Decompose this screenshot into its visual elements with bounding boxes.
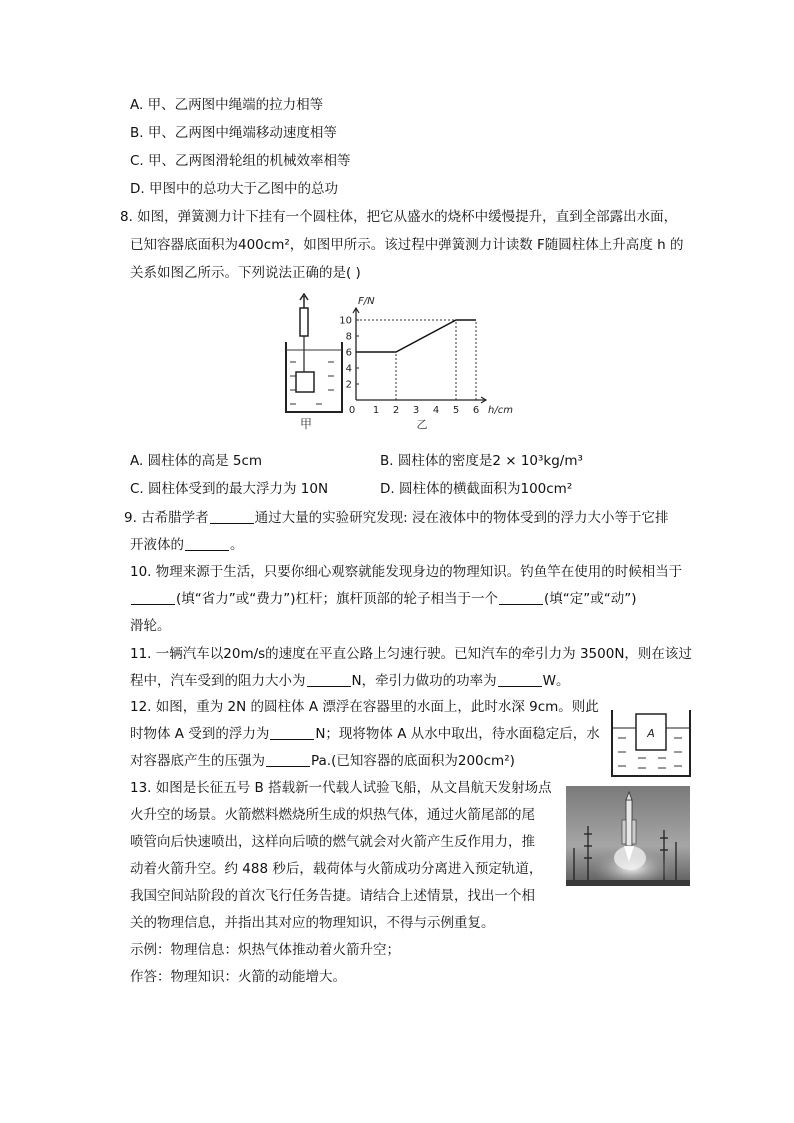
q7-option-d: D. 甲图中的总功大于乙图中的总功 — [130, 181, 338, 197]
q12-line-3: 对容器底产生的压强为 Pa.(已知容器的底面积为200cm²) — [130, 753, 515, 769]
q10-blank-2[interactable] — [499, 590, 543, 605]
q9-blank-2[interactable] — [185, 536, 229, 551]
q10-blank-1[interactable] — [131, 590, 175, 605]
q11-line-2: 程中，汽车受到的阻力大小为 N，牵引力做功的功率为 W。 — [130, 673, 570, 689]
figure-yi-label: 乙 — [416, 418, 428, 430]
q7-option-c: C. 甲、乙两图滑轮组的机械效率相等 — [130, 153, 351, 169]
q13-line-1: 13. 如图是长征五号 B 搭载新一代载人试验飞船，从文昌航天发射场点 — [130, 780, 552, 796]
q8-option-d: D. 圆柱体的横截面积为100cm² — [380, 481, 573, 497]
q13-line-4: 动着火箭升空。约 488 秒后，载荷体与火箭成功分离进入预定轨道， — [130, 861, 543, 877]
q11-line-1: 11. 一辆汽车以20m/s的速度在平直公路上匀速行驶。已知汽车的牵引力为 3500N，则在该过 — [130, 646, 692, 662]
q13-example-answer: 作答：物理知识：火箭的动能增大。 — [130, 969, 346, 985]
x-axis-label: h/cm — [488, 405, 513, 416]
figure-jia-label: 甲 — [299, 417, 313, 430]
q13-example-info: 示例：物理信息：炽热气体推动着火箭升空； — [130, 942, 400, 958]
q12-line-1: 12. 如图，重为 2N 的圆柱体 A 漂浮在容器里的水面上，此时水深 9cm。则此 — [130, 699, 599, 715]
q9-line-1: 9. 古希腊学者 通过大量的实验研究发现: 浸在液体中的物体受到的浮力大小等于它排 — [124, 510, 669, 526]
q11-blank-1[interactable] — [307, 672, 351, 687]
x-tick-label: 3 — [412, 405, 420, 416]
q9-blank-1[interactable] — [210, 509, 254, 524]
y-tick-label: 6 — [345, 347, 352, 359]
q10-line-3: 滑轮。 — [130, 618, 171, 634]
x-tick-label: 0 — [348, 405, 356, 416]
y-tick-label: 10 — [339, 315, 352, 327]
y-axis-label: F/N — [358, 296, 375, 307]
q8-line-1: 8. 如图，弹簧测力计下挂有一个圆柱体，把它从盛水的烧杯中缓慢提升，直到全部露出水面， — [120, 209, 678, 225]
q12-line-2: 时物体 A 受到的浮力为 N；现将物体 A 从水中取出，待水面稳定后，水 — [130, 726, 600, 742]
q13-line-6: 关的物理信息，并指出其对应的物理知识，不得与示例重复。 — [130, 915, 495, 931]
q9-line-2: 开液体的 。 — [130, 537, 244, 553]
q8-line-3: 关系如图乙所示。下列说法正确的是( ) — [130, 265, 361, 281]
q13-line-3: 喷管向后快速喷出，这样向后喷的燃气就会对火箭产生反作用力，推 — [130, 834, 535, 850]
x-tick-label: 4 — [432, 405, 440, 416]
q8-option-b: B. 圆柱体的密度是2 × 10³kg/m³ — [380, 453, 583, 469]
q12-figure — [608, 706, 694, 780]
q7-option-b: B. 甲、乙两图中绳端移动速度相等 — [130, 125, 337, 141]
q12-blank-1[interactable] — [270, 725, 314, 740]
series-line — [356, 320, 476, 352]
x-tick-label: 2 — [392, 405, 400, 416]
x-tick-label: 1 — [372, 405, 380, 416]
x-tick-label: 6 — [472, 405, 480, 416]
q10-line-1: 10. 物理来源于生活，只要你细心观察就能发现身边的物理知识。钓鱼竿在使用的时候相当于 — [130, 564, 683, 580]
q13-line-5: 我国空间站阶段的首次飞行任务告捷。请结合上述情景，找出一个相 — [130, 888, 535, 904]
q12-blank-2[interactable] — [266, 752, 310, 767]
q8-option-a: A. 圆柱体的高是 5cm — [130, 453, 263, 469]
x-tick-label: 5 — [452, 405, 460, 416]
y-tick-label: 2 — [345, 379, 352, 391]
y-tick-label: 4 — [345, 363, 352, 375]
q13-line-2: 火升空的场景。火箭燃料燃烧所生成的炽热气体，通过火箭尾部的尾 — [130, 807, 535, 823]
q7-option-a: A. 甲、乙两图中绳端的拉力相等 — [130, 97, 324, 113]
q10-line-2: (填“省力”或“费力”)杠杆；旗杆顶部的轮子相当于一个 (填“定”或“动”) — [130, 589, 637, 609]
block-a-label: A — [647, 727, 655, 740]
q8-option-c: C. 圆柱体受到的最大浮力为 10N — [130, 481, 329, 497]
q11-blank-2[interactable] — [498, 672, 542, 687]
rocket-launch-photo — [566, 786, 690, 886]
q8-line-2: 已知容器底面积为400cm²，如图甲所示。该过程中弹簧测力计读数 F随圆柱体上升高度 h 的 — [130, 237, 684, 253]
y-tick-label: 8 — [345, 331, 352, 343]
q8-chart-yi — [336, 290, 526, 430]
